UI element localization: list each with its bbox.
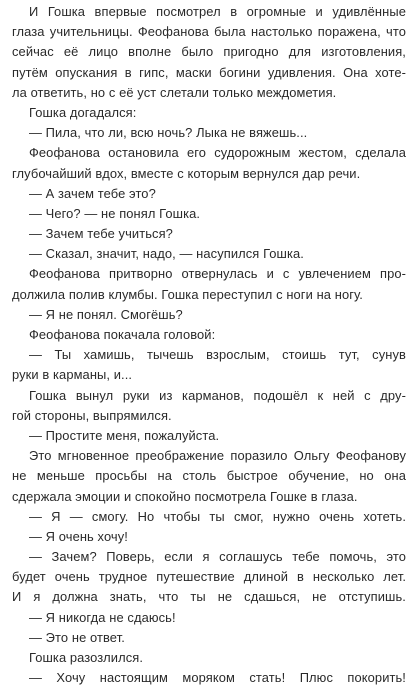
text-line: должила полив клумбы. Гошка переступил с ноги на ногу.	[12, 286, 363, 302]
text-line: Гошка догадался:	[29, 104, 137, 120]
text-line: — Я не понял. Смогёшь?	[29, 306, 183, 322]
text-line: Феофанова остановила его судорожным жестом, сделала	[29, 145, 406, 161]
text-line: не меньше просьбы на столь быстрое обучение, но она	[12, 468, 406, 484]
text-line: — Чего? — не понял Гошка.	[29, 205, 201, 221]
text-line: Феофанова притворно отвернулась и с увлечением про-	[29, 266, 406, 282]
text-line: — Зачем? Поверь, если я соглашусь тебе помочь, это	[29, 549, 406, 565]
text-line: И я должна знать, что ты не сдашься, не отступишь.	[12, 589, 406, 605]
text-line: — Сказал, значит, надо, — насупился Гошка.	[29, 246, 304, 262]
text-line: будет очень трудное путешествие длиной в несколько лет.	[12, 569, 406, 585]
text-line: сдержала эмоции и спокойно посмотрела Гошке в глаза.	[12, 488, 358, 504]
text-line: — Я очень хочу!	[29, 528, 128, 544]
text-line: — Простите меня, пожалуйста.	[29, 427, 220, 443]
text-line: И Гошка впервые посмотрел в огромные и удивлённые	[29, 4, 406, 19]
text-line: Феофанова покачала головой:	[29, 327, 216, 342]
text-line: глубочайший вдох, вместе с которым вернулся дар речи.	[12, 165, 361, 181]
text-line: — Это не ответ.	[29, 629, 125, 645]
text-line: Это мгновенное преображение поразило Ольгу Феофанову	[29, 448, 406, 464]
text-line: — Я никогда не сдаюсь!	[29, 609, 176, 625]
text-line: сейчас её лицо вполне было пригодно для изготовления,	[12, 44, 406, 60]
text-line: ла ответить, но с её уст слетали только междометия.	[12, 84, 337, 100]
text-line: гой стороны, выпрямился.	[12, 407, 172, 423]
text-line: — Хочу настоящим моряком стать! Плюс покорить!	[29, 670, 406, 686]
text-line: — Зачем тебе учиться?	[29, 226, 173, 242]
text-line: Гошка разозлился.	[29, 650, 144, 665]
text-line: путём опускания в гипс, маски богини удивления. Она хоте-	[12, 64, 406, 80]
text-line: — А зачем тебе это?	[29, 185, 156, 201]
text-line: Гошка вынул руки из карманов, подошёл к ней с дру-	[29, 387, 406, 403]
text-line: — Ты хамишь, тычешь взрослым, стоишь тут, сунув	[29, 347, 406, 363]
page-text	[12, 2, 406, 688]
text-line: руки в карманы, и...	[12, 367, 133, 383]
text-line: глаза учительницы. Феофанова была настолько поражена, что	[12, 24, 406, 40]
text-line: — Пила, что ли, всю ночь? Лыка не вяжешь...	[29, 125, 308, 141]
text-line: — Я — смогу. Но чтобы ты смог, нужно очень хотеть.	[29, 508, 406, 524]
